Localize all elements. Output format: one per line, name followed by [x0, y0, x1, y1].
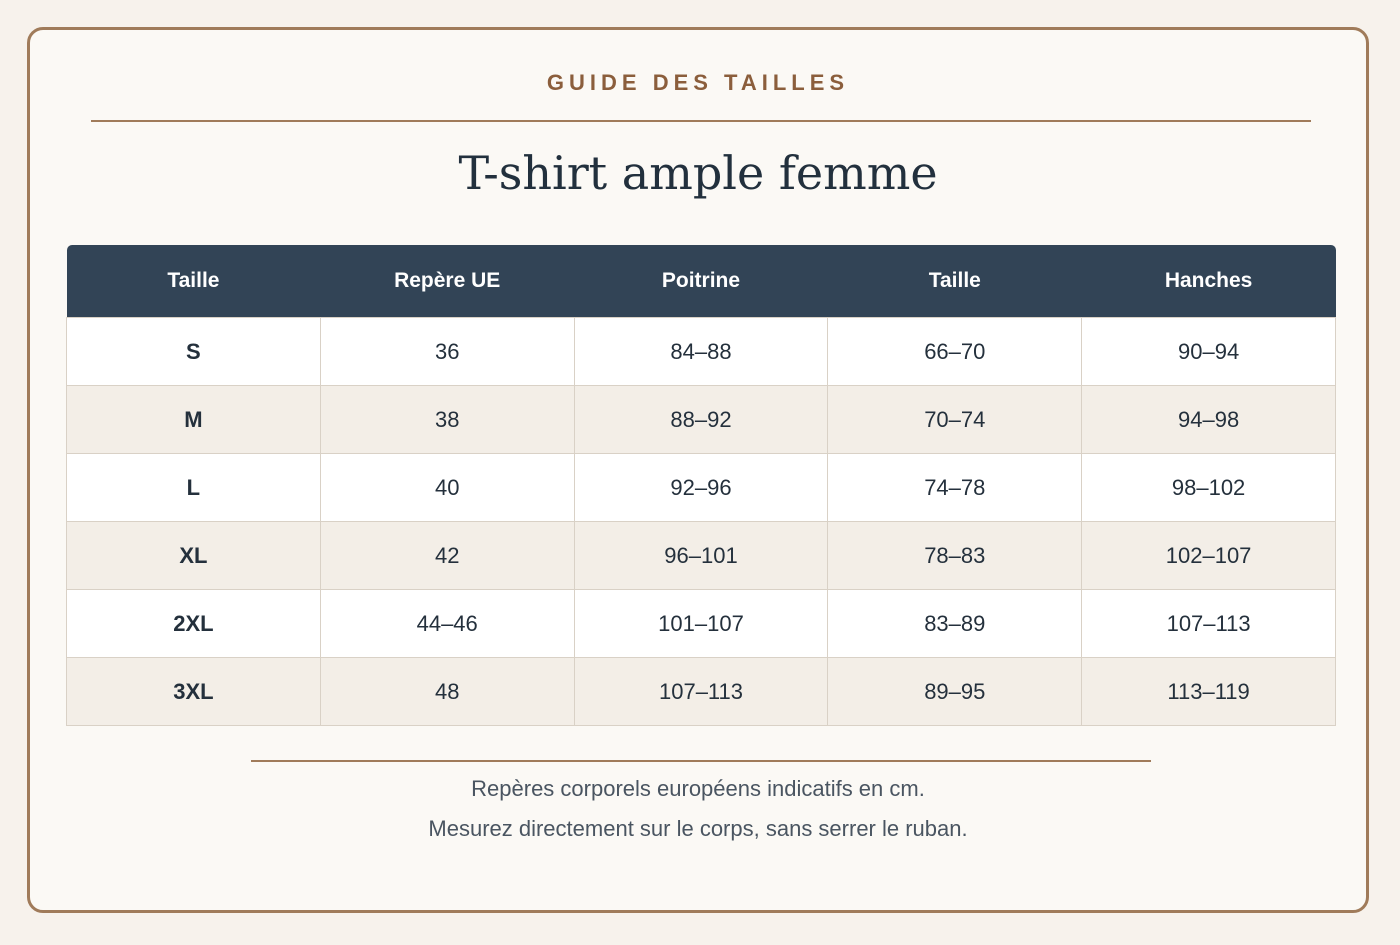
size-cell: M — [67, 386, 321, 454]
size-table — [66, 245, 1336, 726]
guide-eyebrow: GUIDE DES TAILLES — [546, 70, 850, 95]
chest-cell: 92–96 — [574, 454, 828, 522]
size-cell: 2XL — [67, 590, 321, 658]
column-header-chest: Poitrine — [574, 245, 828, 318]
waist-cell: 78–83 — [828, 522, 1082, 590]
eu-cell: 44–46 — [320, 590, 574, 658]
hips-cell: 102–107 — [1082, 522, 1336, 590]
hips-cell: 94–98 — [1082, 386, 1336, 454]
column-header-size: Taille — [67, 245, 321, 318]
hips-cell: 90–94 — [1082, 318, 1336, 386]
table-row — [67, 590, 1336, 658]
eu-cell: 40 — [320, 454, 574, 522]
chest-cell: 107–113 — [574, 658, 828, 726]
table-row — [67, 658, 1336, 726]
size-cell: L — [67, 454, 321, 522]
column-header-hips: Hanches — [1082, 245, 1336, 318]
footnote-measuring: Mesurez directement sur le corps, sans serrer le ruban. — [428, 816, 968, 841]
chest-cell: 84–88 — [574, 318, 828, 386]
hips-cell: 98–102 — [1082, 454, 1336, 522]
size-cell: XL — [67, 522, 321, 590]
eu-cell: 38 — [320, 386, 574, 454]
chest-cell: 101–107 — [574, 590, 828, 658]
hips-cell: 113–119 — [1082, 658, 1336, 726]
waist-cell: 89–95 — [828, 658, 1082, 726]
chest-cell: 96–101 — [574, 522, 828, 590]
table-row — [67, 454, 1336, 522]
footnote-units: Repères corporels européens indicatifs en cm. — [471, 776, 925, 801]
waist-cell: 83–89 — [828, 590, 1082, 658]
page-title: T-shirt ample femme — [458, 146, 938, 200]
hips-cell: 107–113 — [1082, 590, 1336, 658]
size-guide-card — [27, 27, 1369, 913]
eu-cell: 48 — [320, 658, 574, 726]
table-row — [67, 522, 1336, 590]
size-cell: S — [67, 318, 321, 386]
waist-cell: 74–78 — [828, 454, 1082, 522]
waist-cell: 70–74 — [828, 386, 1082, 454]
table-row — [67, 318, 1336, 386]
eu-cell: 36 — [320, 318, 574, 386]
size-table-container — [66, 245, 1336, 726]
bottom-divider — [251, 760, 1151, 762]
table-row — [67, 386, 1336, 454]
table-header-row — [67, 245, 1336, 318]
top-divider — [91, 120, 1311, 122]
eu-cell: 42 — [320, 522, 574, 590]
column-header-waist: Taille — [828, 245, 1082, 318]
column-header-eu: Repère UE — [320, 245, 574, 318]
waist-cell: 66–70 — [828, 318, 1082, 386]
size-cell: 3XL — [67, 658, 321, 726]
chest-cell: 88–92 — [574, 386, 828, 454]
